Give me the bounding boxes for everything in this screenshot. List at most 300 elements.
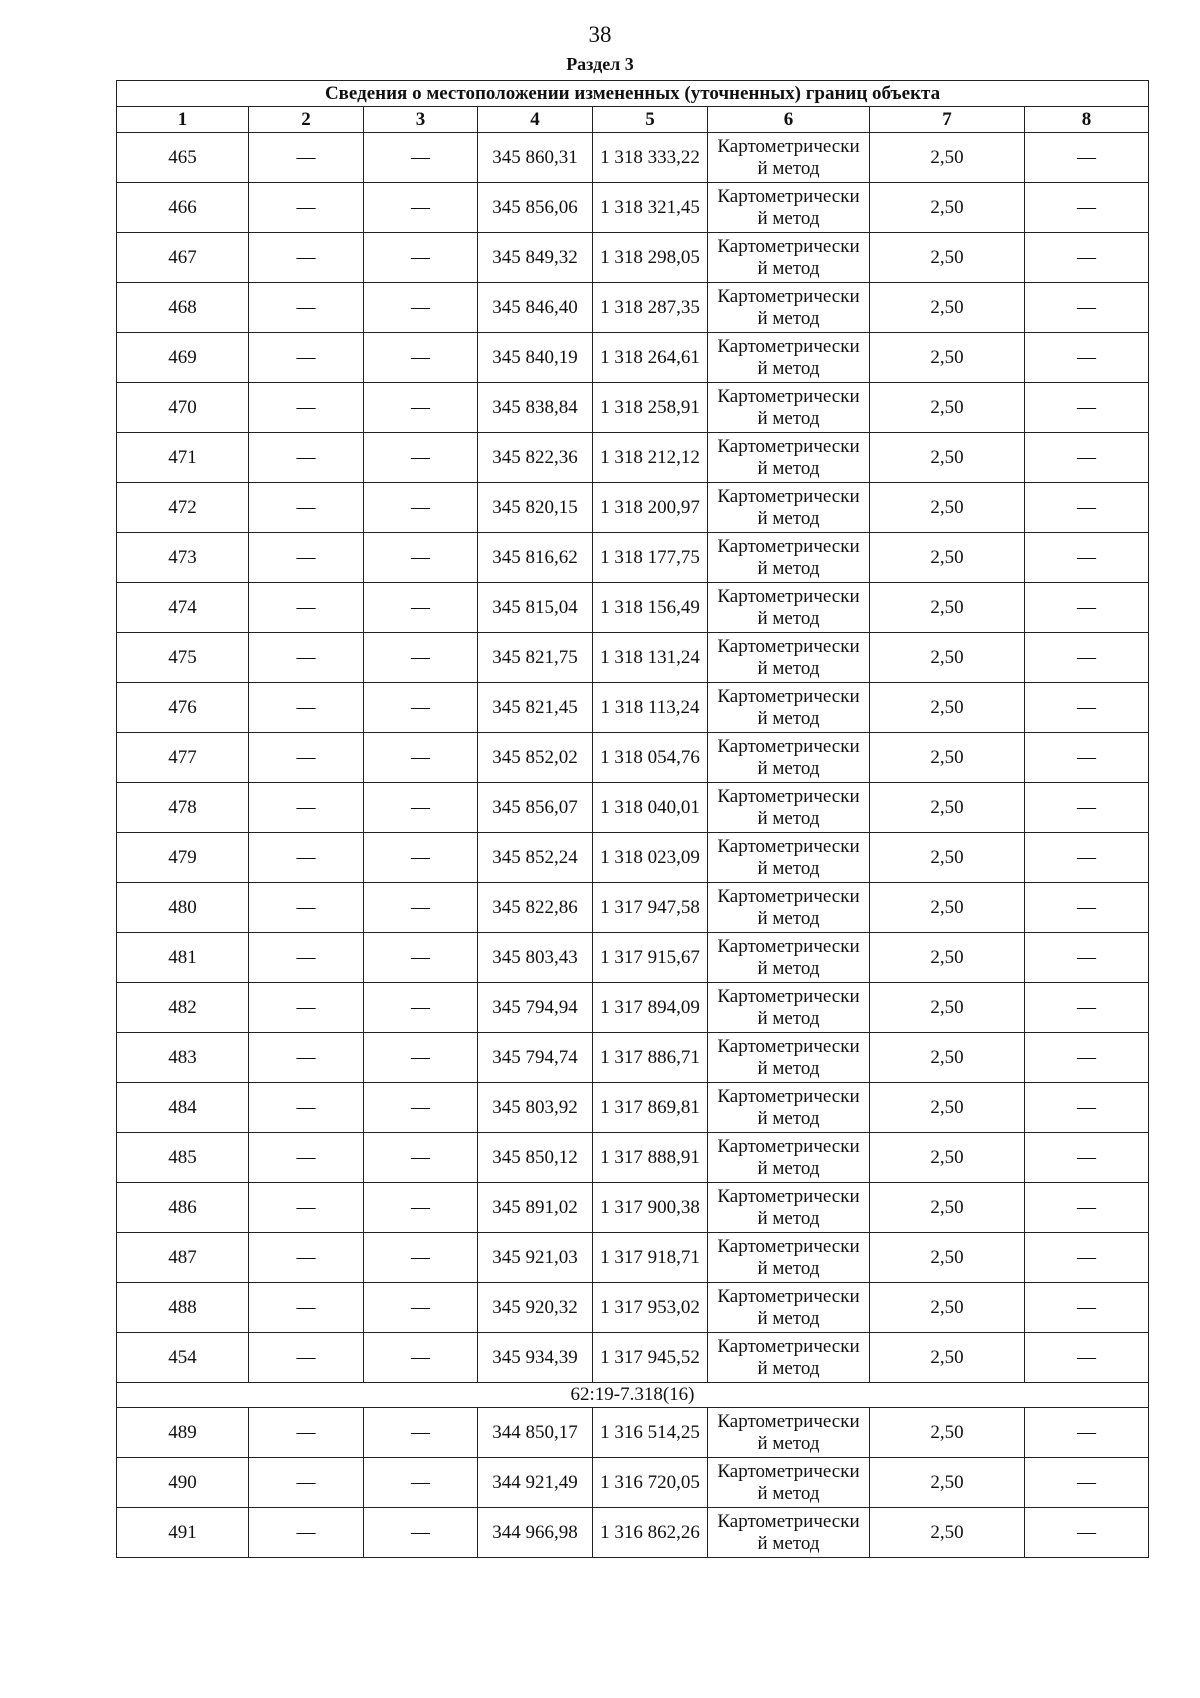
accuracy: 2,50	[870, 1283, 1025, 1333]
cell-col2: —	[249, 933, 364, 983]
coord-y: 1 317 945,52	[593, 1333, 708, 1383]
table-row	[117, 1033, 1149, 1083]
accuracy: 2,50	[870, 133, 1025, 183]
cell-col3: —	[364, 633, 478, 683]
method-line-2: й метод	[757, 1432, 820, 1454]
cell-col2: —	[249, 1083, 364, 1133]
method-line-2: й метод	[757, 1357, 820, 1379]
coord-x: 345 934,39	[478, 1333, 593, 1383]
table-row	[117, 1508, 1149, 1558]
table-caption: Сведения о местоположении измененных (уточненных) границ объекта	[117, 81, 1149, 107]
coord-x: 345 816,62	[478, 533, 593, 583]
method-line-1: Картометрически	[717, 585, 860, 607]
cell-col8: —	[1025, 283, 1149, 333]
point-number: 478	[117, 783, 249, 833]
method-cell	[708, 733, 870, 783]
cell-col8: —	[1025, 1033, 1149, 1083]
coord-x: 345 820,15	[478, 483, 593, 533]
cell-col2: —	[249, 883, 364, 933]
method-line-2: й метод	[757, 1157, 820, 1179]
coord-x: 345 849,32	[478, 233, 593, 283]
method-line-2: й метод	[757, 1207, 820, 1229]
method-line-2: й метод	[757, 407, 820, 429]
table-row	[117, 183, 1149, 233]
method-line-1: Картометрически	[717, 1185, 860, 1207]
accuracy: 2,50	[870, 483, 1025, 533]
method-line-1: Картометрически	[717, 1460, 860, 1482]
cell-col3: —	[364, 283, 478, 333]
cell-col8: —	[1025, 1083, 1149, 1133]
cell-col3: —	[364, 383, 478, 433]
coordinates-table	[116, 80, 1149, 1558]
coord-y: 1 318 212,12	[593, 433, 708, 483]
method-line-1: Картометрически	[717, 1035, 860, 1057]
cell-col8: —	[1025, 633, 1149, 683]
point-number: 474	[117, 583, 249, 633]
cell-col2: —	[249, 1283, 364, 1333]
point-number: 471	[117, 433, 249, 483]
point-number: 490	[117, 1458, 249, 1508]
method-cell	[708, 1333, 870, 1383]
method-line-2: й метод	[757, 607, 820, 629]
method-line-2: й метод	[757, 257, 820, 279]
accuracy: 2,50	[870, 933, 1025, 983]
cell-col3: —	[364, 183, 478, 233]
coord-x: 345 838,84	[478, 383, 593, 433]
coord-x: 345 850,12	[478, 1133, 593, 1183]
method-line-1: Картометрически	[717, 1285, 860, 1307]
coord-x: 345 803,43	[478, 933, 593, 983]
cell-col2: —	[249, 1408, 364, 1458]
table-row	[117, 1283, 1149, 1333]
cell-col2: —	[249, 1233, 364, 1283]
point-number: 473	[117, 533, 249, 583]
method-line-1: Картометрически	[717, 185, 860, 207]
coord-y: 1 317 888,91	[593, 1133, 708, 1183]
table-row	[117, 283, 1149, 333]
coord-x: 345 920,32	[478, 1283, 593, 1333]
point-number: 470	[117, 383, 249, 433]
accuracy: 2,50	[870, 1033, 1025, 1083]
point-number: 483	[117, 1033, 249, 1083]
point-number: 485	[117, 1133, 249, 1183]
coord-x: 345 921,03	[478, 1233, 593, 1283]
method-line-1: Картометрически	[717, 985, 860, 1007]
coord-y: 1 318 177,75	[593, 533, 708, 583]
method-cell	[708, 833, 870, 883]
cell-col3: —	[364, 783, 478, 833]
point-number: 487	[117, 1233, 249, 1283]
method-line-1: Картометрически	[717, 735, 860, 757]
table-row	[117, 1233, 1149, 1283]
cell-col3: —	[364, 833, 478, 883]
method-cell	[708, 883, 870, 933]
coord-x: 345 803,92	[478, 1083, 593, 1133]
coord-y: 1 316 514,25	[593, 1408, 708, 1458]
method-cell	[708, 1283, 870, 1333]
cell-col2: —	[249, 633, 364, 683]
cell-col3: —	[364, 1408, 478, 1458]
coord-y: 1 317 953,02	[593, 1283, 708, 1333]
accuracy: 2,50	[870, 783, 1025, 833]
accuracy: 2,50	[870, 533, 1025, 583]
cell-col3: —	[364, 1458, 478, 1508]
cell-col8: —	[1025, 1233, 1149, 1283]
method-line-2: й метод	[757, 507, 820, 529]
column-header-1: 1	[117, 107, 249, 133]
table-row	[117, 983, 1149, 1033]
method-line-1: Картометрически	[717, 685, 860, 707]
table-row	[117, 333, 1149, 383]
accuracy: 2,50	[870, 233, 1025, 283]
method-line-2: й метод	[757, 1532, 820, 1554]
cell-col2: —	[249, 1508, 364, 1558]
cell-col3: —	[364, 433, 478, 483]
cell-col2: —	[249, 683, 364, 733]
point-number: 482	[117, 983, 249, 1033]
method-line-1: Картометрически	[717, 285, 860, 307]
group-label: 62:19-7.318(16)	[117, 1383, 1149, 1408]
table-row	[117, 783, 1149, 833]
cell-col3: —	[364, 583, 478, 633]
point-number: 469	[117, 333, 249, 383]
cell-col8: —	[1025, 783, 1149, 833]
cell-col2: —	[249, 583, 364, 633]
point-number: 491	[117, 1508, 249, 1558]
coord-x: 345 794,74	[478, 1033, 593, 1083]
coord-y: 1 318 264,61	[593, 333, 708, 383]
cell-col8: —	[1025, 483, 1149, 533]
coord-y: 1 318 200,97	[593, 483, 708, 533]
cell-col2: —	[249, 183, 364, 233]
point-number: 472	[117, 483, 249, 533]
accuracy: 2,50	[870, 1508, 1025, 1558]
method-line-2: й метод	[757, 907, 820, 929]
cell-col8: —	[1025, 1283, 1149, 1333]
method-line-2: й метод	[757, 1107, 820, 1129]
accuracy: 2,50	[870, 1333, 1025, 1383]
table-row	[117, 483, 1149, 533]
cell-col8: —	[1025, 133, 1149, 183]
cell-col8: —	[1025, 583, 1149, 633]
table-row	[117, 733, 1149, 783]
cell-col3: —	[364, 1508, 478, 1558]
method-cell	[708, 1133, 870, 1183]
coord-y: 1 318 156,49	[593, 583, 708, 633]
table-row	[117, 883, 1149, 933]
coord-x: 344 921,49	[478, 1458, 593, 1508]
method-line-1: Картометрически	[717, 1335, 860, 1357]
cell-col2: —	[249, 1033, 364, 1083]
method-line-1: Картометрически	[717, 235, 860, 257]
table-row	[117, 1133, 1149, 1183]
cell-col2: —	[249, 1133, 364, 1183]
accuracy: 2,50	[870, 333, 1025, 383]
point-number: 481	[117, 933, 249, 983]
method-line-2: й метод	[757, 357, 820, 379]
method-line-2: й метод	[757, 857, 820, 879]
table-row	[117, 533, 1149, 583]
coord-x: 344 850,17	[478, 1408, 593, 1458]
cell-col3: —	[364, 233, 478, 283]
method-line-1: Картометрически	[717, 835, 860, 857]
method-line-1: Картометрически	[717, 135, 860, 157]
table-row	[117, 933, 1149, 983]
method-cell	[708, 983, 870, 1033]
method-cell	[708, 133, 870, 183]
cell-col2: —	[249, 383, 364, 433]
coord-y: 1 318 131,24	[593, 633, 708, 683]
cell-col8: —	[1025, 183, 1149, 233]
method-line-1: Картометрически	[717, 485, 860, 507]
cell-col3: —	[364, 983, 478, 1033]
point-number: 479	[117, 833, 249, 883]
cell-col8: —	[1025, 383, 1149, 433]
method-line-1: Картометрически	[717, 1135, 860, 1157]
table-row	[117, 383, 1149, 433]
column-header-5: 5	[593, 107, 708, 133]
method-cell	[708, 1183, 870, 1233]
method-cell	[708, 283, 870, 333]
column-header-8: 8	[1025, 107, 1149, 133]
accuracy: 2,50	[870, 833, 1025, 883]
method-cell	[708, 483, 870, 533]
method-line-2: й метод	[757, 557, 820, 579]
cell-col2: —	[249, 433, 364, 483]
method-line-2: й метод	[757, 657, 820, 679]
cell-col3: —	[364, 683, 478, 733]
cell-col2: —	[249, 733, 364, 783]
cell-col3: —	[364, 933, 478, 983]
accuracy: 2,50	[870, 733, 1025, 783]
method-cell	[708, 683, 870, 733]
accuracy: 2,50	[870, 1408, 1025, 1458]
method-cell	[708, 183, 870, 233]
coord-x: 345 846,40	[478, 283, 593, 333]
point-number: 465	[117, 133, 249, 183]
accuracy: 2,50	[870, 433, 1025, 483]
coord-x: 345 860,31	[478, 133, 593, 183]
method-line-1: Картометрически	[717, 385, 860, 407]
method-line-1: Картометрически	[717, 335, 860, 357]
method-line-1: Картометрически	[717, 535, 860, 557]
method-line-2: й метод	[757, 957, 820, 979]
point-number: 468	[117, 283, 249, 333]
cell-col3: —	[364, 1133, 478, 1183]
cell-col2: —	[249, 1183, 364, 1233]
coord-y: 1 317 869,81	[593, 1083, 708, 1133]
cell-col8: —	[1025, 1458, 1149, 1508]
cell-col3: —	[364, 1233, 478, 1283]
coord-y: 1 318 333,22	[593, 133, 708, 183]
accuracy: 2,50	[870, 283, 1025, 333]
coord-x: 345 891,02	[478, 1183, 593, 1233]
cell-col8: —	[1025, 833, 1149, 883]
point-number: 489	[117, 1408, 249, 1458]
coord-y: 1 318 321,45	[593, 183, 708, 233]
method-cell	[708, 783, 870, 833]
cell-col3: —	[364, 133, 478, 183]
method-cell	[708, 233, 870, 283]
accuracy: 2,50	[870, 1458, 1025, 1508]
coord-y: 1 318 040,01	[593, 783, 708, 833]
cell-col3: —	[364, 1183, 478, 1233]
method-line-2: й метод	[757, 707, 820, 729]
cell-col8: —	[1025, 1408, 1149, 1458]
method-cell	[708, 1233, 870, 1283]
method-cell	[708, 433, 870, 483]
method-line-1: Картометрически	[717, 1510, 860, 1532]
table-row	[117, 233, 1149, 283]
cell-col2: —	[249, 233, 364, 283]
point-number: 467	[117, 233, 249, 283]
coord-y: 1 318 113,24	[593, 683, 708, 733]
method-line-2: й метод	[757, 757, 820, 779]
cell-col2: —	[249, 483, 364, 533]
table-row	[117, 683, 1149, 733]
cell-col8: —	[1025, 933, 1149, 983]
cell-col2: —	[249, 1333, 364, 1383]
coord-x: 345 856,07	[478, 783, 593, 833]
coord-y: 1 317 947,58	[593, 883, 708, 933]
cell-col8: —	[1025, 1333, 1149, 1383]
column-header-4: 4	[478, 107, 593, 133]
column-header-7: 7	[870, 107, 1025, 133]
table-row	[117, 1408, 1149, 1458]
point-number: 480	[117, 883, 249, 933]
cell-col2: —	[249, 333, 364, 383]
method-cell	[708, 933, 870, 983]
table-row	[117, 1183, 1149, 1233]
method-line-1: Картометрически	[717, 1410, 860, 1432]
coord-x: 345 856,06	[478, 183, 593, 233]
table-row	[117, 1083, 1149, 1133]
method-line-2: й метод	[757, 807, 820, 829]
accuracy: 2,50	[870, 683, 1025, 733]
column-header-6: 6	[708, 107, 870, 133]
point-number: 477	[117, 733, 249, 783]
method-line-1: Картометрически	[717, 885, 860, 907]
section-title: Раздел 3	[566, 54, 634, 74]
point-number: 475	[117, 633, 249, 683]
method-line-2: й метод	[757, 1307, 820, 1329]
accuracy: 2,50	[870, 633, 1025, 683]
accuracy: 2,50	[870, 583, 1025, 633]
cell-col3: —	[364, 533, 478, 583]
cell-col3: —	[364, 733, 478, 783]
coord-y: 1 318 298,05	[593, 233, 708, 283]
cell-col8: —	[1025, 1183, 1149, 1233]
cell-col3: —	[364, 1033, 478, 1083]
accuracy: 2,50	[870, 1133, 1025, 1183]
method-line-1: Картометрически	[717, 1235, 860, 1257]
method-cell	[708, 1083, 870, 1133]
point-number: 476	[117, 683, 249, 733]
table-row	[117, 583, 1149, 633]
cell-col8: —	[1025, 233, 1149, 283]
cell-col8: —	[1025, 983, 1149, 1033]
cell-col8: —	[1025, 683, 1149, 733]
cell-col3: —	[364, 1333, 478, 1383]
table-row	[117, 633, 1149, 683]
coord-y: 1 318 258,91	[593, 383, 708, 433]
coord-x: 345 815,04	[478, 583, 593, 633]
point-number: 488	[117, 1283, 249, 1333]
method-cell	[708, 333, 870, 383]
method-line-2: й метод	[757, 1007, 820, 1029]
cell-col2: —	[249, 533, 364, 583]
method-line-1: Картометрически	[717, 435, 860, 457]
accuracy: 2,50	[870, 983, 1025, 1033]
method-cell	[708, 1508, 870, 1558]
cell-col3: —	[364, 333, 478, 383]
coord-x: 345 821,75	[478, 633, 593, 683]
coord-y: 1 316 720,05	[593, 1458, 708, 1508]
coord-x: 345 822,36	[478, 433, 593, 483]
method-cell	[708, 383, 870, 433]
method-line-1: Картометрически	[717, 935, 860, 957]
coord-x: 344 966,98	[478, 1508, 593, 1558]
coord-y: 1 318 287,35	[593, 283, 708, 333]
table-row	[117, 1458, 1149, 1508]
cell-col3: —	[364, 883, 478, 933]
cell-col3: —	[364, 1283, 478, 1333]
coord-y: 1 317 886,71	[593, 1033, 708, 1083]
method-cell	[708, 583, 870, 633]
accuracy: 2,50	[870, 883, 1025, 933]
cell-col2: —	[249, 283, 364, 333]
coord-x: 345 822,86	[478, 883, 593, 933]
accuracy: 2,50	[870, 1083, 1025, 1133]
cell-col8: —	[1025, 1133, 1149, 1183]
cell-col2: —	[249, 133, 364, 183]
cell-col2: —	[249, 1458, 364, 1508]
cell-col3: —	[364, 483, 478, 533]
accuracy: 2,50	[870, 1233, 1025, 1283]
coord-y: 1 317 900,38	[593, 1183, 708, 1233]
method-cell	[708, 633, 870, 683]
accuracy: 2,50	[870, 383, 1025, 433]
coord-x: 345 852,24	[478, 833, 593, 883]
page-number: 38	[588, 22, 612, 47]
coord-y: 1 317 915,67	[593, 933, 708, 983]
method-cell	[708, 1458, 870, 1508]
coord-y: 1 317 918,71	[593, 1233, 708, 1283]
column-header-2: 2	[249, 107, 364, 133]
cell-col8: —	[1025, 733, 1149, 783]
cell-col2: —	[249, 833, 364, 883]
point-number: 486	[117, 1183, 249, 1233]
table-row	[117, 133, 1149, 183]
column-header-3: 3	[364, 107, 478, 133]
method-line-2: й метод	[757, 457, 820, 479]
method-cell	[708, 533, 870, 583]
cell-col8: —	[1025, 433, 1149, 483]
cell-col2: —	[249, 783, 364, 833]
cell-col8: —	[1025, 1508, 1149, 1558]
method-line-2: й метод	[757, 1482, 820, 1504]
coord-y: 1 317 894,09	[593, 983, 708, 1033]
cell-col8: —	[1025, 883, 1149, 933]
cell-col8: —	[1025, 333, 1149, 383]
accuracy: 2,50	[870, 1183, 1025, 1233]
method-line-1: Картометрически	[717, 1085, 860, 1107]
coord-y: 1 316 862,26	[593, 1508, 708, 1558]
cell-col8: —	[1025, 533, 1149, 583]
method-line-2: й метод	[757, 1257, 820, 1279]
point-number: 466	[117, 183, 249, 233]
method-line-1: Картометрически	[717, 635, 860, 657]
